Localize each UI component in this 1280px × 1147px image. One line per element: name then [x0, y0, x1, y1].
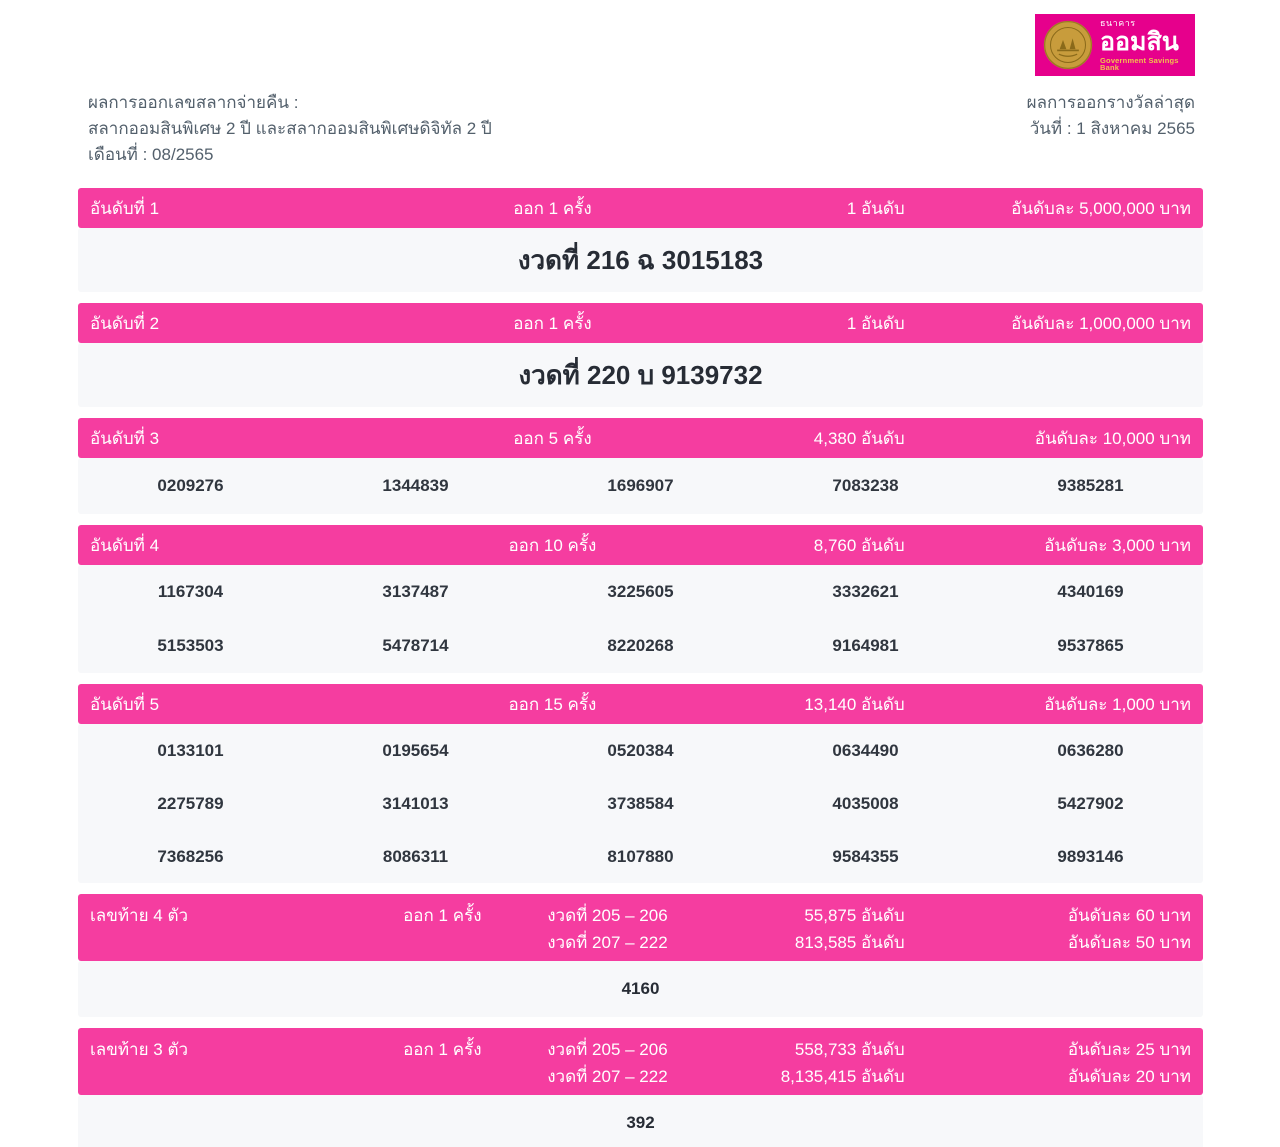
- winning-number: 5478714: [382, 636, 449, 655]
- tail-title: เลขท้าย 4 ตัว: [90, 906, 189, 925]
- winning-number: 9893146: [1057, 846, 1124, 866]
- draw-times: ออก 5 ครั้ง: [513, 428, 592, 448]
- winning-number: 2275789: [157, 793, 224, 813]
- tier-prize-bar: [78, 303, 1203, 343]
- winning-number: 3141013: [382, 793, 449, 813]
- winning-number: 0195654: [382, 740, 449, 760]
- gsb-logo-text: [1100, 19, 1187, 72]
- tail-prize-bar: [78, 1028, 1203, 1095]
- winning-number: 0634490: [832, 740, 899, 760]
- prize-section-4: [78, 525, 1203, 673]
- winner-count-1: 55,875 อันดับ: [804, 906, 905, 925]
- winning-number: 3137487: [382, 582, 449, 601]
- tier-prize-bar: [78, 525, 1203, 565]
- results-header-left: [88, 90, 492, 168]
- winning-number: 4340169: [1057, 582, 1124, 601]
- tier-winner-body: [78, 343, 1203, 407]
- winner-count-2: 8,135,415 อันดับ: [780, 1067, 905, 1086]
- draw-range-2: งวดที่ 207 – 222: [547, 933, 668, 952]
- winning-number: 5153503: [157, 636, 224, 655]
- tier-winner-body: [78, 458, 1203, 514]
- winning-number: 392: [626, 1113, 655, 1132]
- results-header: [88, 90, 1195, 168]
- winning-number: 0636280: [1057, 740, 1124, 760]
- prize-section-2: [78, 303, 1203, 407]
- winner-count: 13,140 อันดับ: [804, 694, 905, 714]
- draw-range-1: งวดที่ 205 – 206: [547, 906, 668, 925]
- bank-name-th-small: ธนาคาร: [1100, 17, 1136, 28]
- winning-number: 9537865: [1057, 636, 1124, 655]
- prize-section-3: [78, 418, 1203, 514]
- tail-winner-body: [78, 1095, 1203, 1147]
- draw-times: ออก 1 ครั้ง: [403, 1040, 482, 1059]
- winning-number: งวดที่ 216 ฉ 3015183: [517, 244, 764, 275]
- prize-section-5: [78, 684, 1203, 883]
- winner-counts: [685, 1036, 905, 1090]
- prize-section-1: [78, 188, 1203, 292]
- draw-range-2: งวดที่ 207 – 222: [547, 1067, 668, 1086]
- draw-date: วันที่ : 1 สิงหาคม 2565: [1029, 119, 1195, 138]
- latest-draw-label: ผลการออกรางวัลล่าสุด: [1026, 93, 1195, 112]
- prize-sections: [78, 188, 1203, 1147]
- prize-amount: อันดับละ 10,000 บาท: [1034, 428, 1191, 448]
- winner-count: 1 อันดับ: [846, 198, 905, 218]
- results-title-line1: ผลการออกเลขสลากจ่ายคืน :: [88, 93, 299, 112]
- prize-amount: อันดับละ 1,000 บาท: [1044, 694, 1191, 714]
- prize-amount-2: อันดับละ 20 บาท: [1067, 1067, 1191, 1086]
- winner-count-2: 813,585 อันดับ: [794, 933, 905, 952]
- winning-number: 3225605: [607, 582, 674, 601]
- tier-title: อันดับที่ 1: [90, 198, 160, 218]
- winner-count: 8,760 อันดับ: [813, 535, 905, 555]
- tier-winner-body: [78, 565, 1203, 673]
- winner-count-1: 558,733 อันดับ: [794, 1040, 905, 1059]
- prize-amounts: [905, 902, 1191, 956]
- prize-amount-1: อันดับละ 25 บาท: [1067, 1040, 1191, 1059]
- gsb-seal-icon: [1043, 20, 1093, 70]
- tail-title: เลขท้าย 3 ตัว: [90, 1040, 189, 1059]
- tier-title: อันดับที่ 2: [90, 313, 160, 333]
- tier-title: อันดับที่ 5: [90, 694, 160, 714]
- tier-winner-body: [78, 228, 1203, 292]
- winning-numbers-grid: [78, 565, 1203, 673]
- winning-number: 7368256: [157, 846, 224, 866]
- winning-number: 4035008: [832, 793, 899, 813]
- prize-amount: อันดับละ 5,000,000 บาท: [1011, 198, 1191, 218]
- winning-number: 3738584: [607, 793, 674, 813]
- bank-name-en: Government Savings Bank: [1100, 55, 1179, 72]
- tier-prize-bar: [78, 418, 1203, 458]
- winning-number: 1167304: [157, 582, 224, 601]
- winning-number: 1696907: [607, 476, 674, 495]
- bank-name-th: ออมสิน: [1100, 27, 1179, 56]
- tail-winner-body: [78, 961, 1203, 1017]
- results-month: เดือนที่ : 08/2565: [88, 145, 214, 164]
- winning-number: งวดที่ 220 บ 9139732: [518, 359, 763, 390]
- winning-number: 8086311: [382, 846, 449, 866]
- draw-times: ออก 10 ครั้ง: [508, 535, 597, 555]
- draw-range-1: งวดที่ 205 – 206: [547, 1040, 668, 1059]
- prize-amount: อันดับละ 1,000,000 บาท: [1011, 313, 1191, 333]
- draw-ranges: [530, 1036, 684, 1090]
- draw-times: ออก 1 ครั้ง: [513, 198, 592, 218]
- winning-number: 0520384: [607, 740, 674, 760]
- prize-amounts: [905, 1036, 1191, 1090]
- prize-section-7: [78, 1028, 1203, 1147]
- tier-title: อันดับที่ 4: [90, 535, 160, 555]
- tier-prize-bar: [78, 684, 1203, 724]
- results-title-line2: สลากออมสินพิเศษ 2 ปี และสลากออมสินพิเศษดิจิทัล 2 ปี: [88, 119, 492, 138]
- winning-number: 9385281: [1057, 476, 1124, 495]
- draw-times: ออก 15 ครั้ง: [508, 694, 597, 714]
- winner-count: 4,380 อันดับ: [813, 428, 905, 448]
- results-header-right: [1027, 90, 1195, 168]
- winning-number: 3332621: [832, 582, 899, 601]
- draw-times: ออก 1 ครั้ง: [403, 906, 482, 925]
- winning-number: 1344839: [382, 476, 449, 495]
- winner-counts: [685, 902, 905, 956]
- winning-number: 5427902: [1057, 793, 1124, 813]
- tail-prize-bar: [78, 894, 1203, 961]
- gsb-logo: [1035, 14, 1195, 76]
- prize-section-6: [78, 894, 1203, 1017]
- winning-number: 4160: [621, 979, 660, 998]
- winning-number: 9164981: [832, 636, 899, 655]
- winner-count: 1 อันดับ: [846, 313, 905, 333]
- winning-numbers-grid: [78, 458, 1203, 514]
- prize-amount-2: อันดับละ 50 บาท: [1067, 933, 1191, 952]
- winning-number: 8107880: [607, 846, 674, 866]
- winning-number: 0209276: [157, 476, 224, 495]
- tier-title: อันดับที่ 3: [90, 428, 160, 448]
- tier-prize-bar: [78, 188, 1203, 228]
- winning-number: 0133101: [157, 740, 224, 760]
- winning-numbers-grid: [78, 724, 1203, 883]
- prize-amount: อันดับละ 3,000 บาท: [1044, 535, 1191, 555]
- winning-number: 7083238: [832, 476, 899, 495]
- tier-winner-body: [78, 724, 1203, 883]
- winning-number: 9584355: [832, 846, 899, 866]
- winning-number: 8220268: [607, 636, 674, 655]
- draw-ranges: [530, 902, 684, 956]
- prize-amount-1: อันดับละ 60 บาท: [1067, 906, 1191, 925]
- draw-times: ออก 1 ครั้ง: [513, 313, 592, 333]
